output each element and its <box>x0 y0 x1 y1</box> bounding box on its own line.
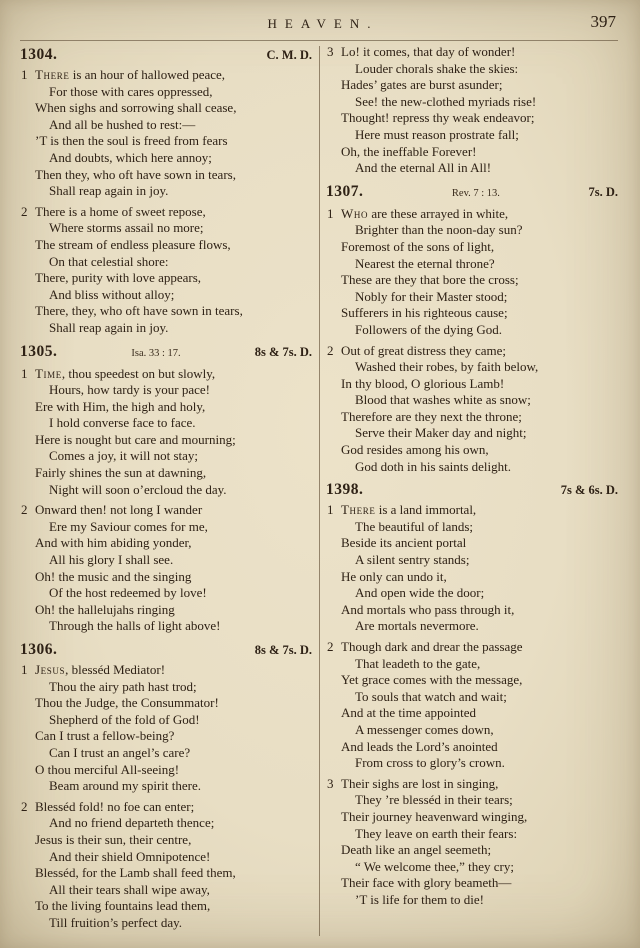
page-number: 397 <box>590 12 616 31</box>
hymn-line: A silent sentry stands; <box>355 552 470 568</box>
hymn-line: Oh! the hallelujahs ringing <box>35 601 175 617</box>
left-column <box>20 44 312 940</box>
hymn-line: 2 There is a home of sweet repose, <box>21 203 206 219</box>
hymn-number: 1398. <box>326 481 364 499</box>
hymn-line: Ere with Him, the high and holy, <box>35 398 206 414</box>
stanza-number: 1 <box>327 502 334 518</box>
stanza-number: 1 <box>21 67 28 82</box>
stanza <box>326 639 618 772</box>
hymn-line: All his glory I shall see. <box>49 552 174 568</box>
hymn-line: These are they that bore the cross; <box>341 272 519 288</box>
hymn-line: Then they, who oft have sown in tears, <box>35 166 236 182</box>
hymn-meter: C. M. D. <box>266 48 312 62</box>
hymn-line: Here must reason prostrate fall; <box>355 126 519 142</box>
hymn-line: He only can undo it, <box>341 568 447 584</box>
hymn-line: 2 Out of great distress they came; <box>327 342 506 358</box>
hymn-line: In thy blood, O glorious Lamb! <box>341 375 505 391</box>
hymn-line: Followers of the dying God. <box>355 321 502 337</box>
hymn-line: Brighter than the noon-day sun? <box>355 222 523 238</box>
hymn-line: Serve their Maker day and night; <box>355 425 527 441</box>
hymn-line: Fairly shines the sun at dawning, <box>35 465 207 481</box>
hymn-line: ’T is then the soul is freed from fears <box>35 133 228 149</box>
hymn-line: Blood that washes white as snow; <box>355 392 531 408</box>
hymn-line: Beam around my spirit there. <box>49 778 201 794</box>
hymn-line: Where storms assail no more; <box>49 220 204 236</box>
hymn-line: When sighs and sorrowing shall cease, <box>35 100 237 116</box>
hymn-line: Can I trust an angel’s care? <box>49 744 191 760</box>
hymn-line: A messenger comes down, <box>355 721 494 737</box>
hymn-line: Sufferers in his righteous cause; <box>341 305 508 321</box>
stanza-number: 1 <box>21 662 28 677</box>
hymn-line: For those with cares oppressed, <box>49 83 213 99</box>
hymn-line: Oh, the ineffable Forever! <box>341 143 477 159</box>
hymn-line: Shepherd of the fold of God! <box>49 711 200 727</box>
hymn-line: 1 Jesus, blesséd Mediator! <box>21 662 166 677</box>
hymn-scripture-ref: Rev. 7 : 13. <box>451 187 500 199</box>
stanza-number: 2 <box>21 203 28 219</box>
hymn-line: All their tears shall wipe away, <box>49 881 210 897</box>
hymn-line: Thou the Judge, the Consummator! <box>35 695 219 711</box>
hymn-line: To the living fountains lead them, <box>35 898 211 914</box>
hymn-line: Death like an angel seemeth; <box>341 842 492 858</box>
hymn-line: Thou the airy path hast trod; <box>49 678 197 694</box>
hymn-line: Nobly for their Master stood; <box>355 288 508 304</box>
hymn-line: Are mortals nevermore. <box>355 618 479 634</box>
stanza-number: 2 <box>327 342 334 358</box>
hymn-scripture-ref: Isa. 33 : 17. <box>131 347 181 359</box>
stanza <box>326 776 618 909</box>
hymn-line: 2 Onward then! not long I wander <box>21 502 203 518</box>
small-caps-lead: Who <box>341 205 369 221</box>
hymn-line: Beside its ancient portal <box>341 535 467 551</box>
hymn-line: And doubts, which here annoy; <box>49 149 212 165</box>
stanza-number: 2 <box>21 798 28 814</box>
hymn-line: From cross to glory’s crown. <box>355 755 505 771</box>
column-divider <box>319 46 320 936</box>
stanza <box>20 662 312 795</box>
hymn-line: And at the time appointed <box>341 705 477 721</box>
hymn-line: And all be hushed to rest:— <box>49 116 196 132</box>
hymn-line: 3 Their sighs are lost in singing, <box>327 775 499 791</box>
hymn-meter: 8s & 7s. D. <box>254 643 312 657</box>
stanza-number: 2 <box>21 502 28 518</box>
hymn-line: Till fruition’s perfect day. <box>49 914 182 930</box>
hymn-line: God resides among his own, <box>341 442 489 458</box>
stanza <box>20 204 312 337</box>
hymn-heading <box>20 343 312 363</box>
hymn-line: And mortals who pass through it, <box>341 601 515 617</box>
hymn-line: Here is nought but care and mourning; <box>35 431 236 447</box>
stanza <box>326 44 618 177</box>
hymn-line: God doth in his saints delight. <box>355 458 511 474</box>
hymn-line: 2 Blesséd fold! no foe can enter; <box>21 798 195 814</box>
hymn-line: They leave on earth their fears: <box>355 825 518 841</box>
hymn-line: Their journey heavenward winging, <box>341 808 528 824</box>
hymn-line: I hold converse face to face. <box>49 415 196 431</box>
hymn-number: 1306. <box>20 641 58 658</box>
hymn-meter: 7s. D. <box>588 184 618 199</box>
hymn-number: 1305. <box>20 342 58 360</box>
hymn-line: O thou merciful All-seeing! <box>35 761 180 777</box>
page-header <box>20 12 618 36</box>
hymn-line: Of the host redeemed by love! <box>49 585 207 601</box>
hymn-line: The beautiful of lands; <box>355 518 474 534</box>
hymn-line: ’T is life for them to die! <box>355 891 485 907</box>
hymn-heading <box>20 641 312 659</box>
hymn-line: And the eternal All in All! <box>355 160 492 176</box>
hymn-line: Shall reap again in joy. <box>49 319 169 335</box>
stanza <box>20 799 312 932</box>
hymn-line: Comes a joy, it will not stay; <box>49 448 199 464</box>
hymn-line: And leads the Lord’s anointed <box>341 738 498 754</box>
hymn-line: There, purity with love appears, <box>35 270 202 286</box>
hymn-line: Foremost of the sons of light, <box>341 238 495 254</box>
stanza <box>326 502 618 635</box>
running-title: HEAVEN. <box>267 16 379 31</box>
hymn-line: To souls that watch and wait; <box>355 688 507 704</box>
header-rule <box>20 40 618 41</box>
stanza <box>326 206 618 339</box>
hymn-line: Through the halls of light above! <box>49 618 221 634</box>
stanza <box>326 343 618 476</box>
hymn-line: And with him abiding yonder, <box>35 535 192 551</box>
hymn-line: And open wide the door; <box>355 585 485 601</box>
stanza <box>20 502 312 635</box>
hymn-line: Hades’ gates are burst asunder; <box>341 77 503 93</box>
hymn-line: On that celestial shore: <box>49 253 169 269</box>
hymn-line: Yet grace comes with the message, <box>341 672 523 688</box>
stanza-number: 1 <box>21 365 28 381</box>
right-column <box>326 44 618 940</box>
hymn-number: 1304. <box>20 46 58 63</box>
hymn-line: 1 There is a land immortal, <box>327 502 477 518</box>
hymn-line: Hours, how tardy is your pace! <box>49 382 211 398</box>
hymn-line: Nearest the eternal throne? <box>355 255 495 271</box>
hymn-line: And their shield Omnipotence! <box>49 848 211 864</box>
hymn-line: Shall reap again in joy. <box>49 183 169 199</box>
hymn-line: They ’re blesséd in their tears; <box>355 792 513 808</box>
small-caps-lead: Time <box>35 365 62 381</box>
hymn-line: That leadeth to the gate, <box>355 655 481 671</box>
hymn-line: 1 Time, thou speedest on but slowly, <box>21 365 216 381</box>
hymn-heading <box>326 183 618 203</box>
hymn-meter: 7s & 6s. D. <box>560 483 618 498</box>
hymn-line: Their face with glory beameth— <box>341 875 512 891</box>
hymn-line: Washed their robes, by faith below, <box>355 359 539 375</box>
hymn-line: Can I trust a fellow-being? <box>35 728 175 744</box>
hymn-line: See! the new-clothed myriads rise! <box>355 93 537 109</box>
hymn-number: 1307. <box>326 182 364 200</box>
small-caps-lead: Jesus <box>35 662 66 677</box>
stanza <box>20 67 312 200</box>
stanza-number: 3 <box>327 44 334 59</box>
hymn-line: Blesséd, for the Lamb shall feed them, <box>35 865 236 881</box>
stanza <box>20 366 312 499</box>
hymn-line: Night will soon o’ercloud the day. <box>49 481 227 497</box>
hymn-heading <box>20 46 312 64</box>
hymn-line: 2 Though dark and drear the passage <box>327 639 523 654</box>
hymn-line: 1 There is an hour of hallowed peace, <box>21 67 226 82</box>
hymn-line: The stream of endless pleasure flows, <box>35 236 231 252</box>
hymn-heading <box>326 481 618 499</box>
hymn-line: Therefore are they next the throne; <box>341 408 522 424</box>
hymn-line: There, they, who oft have sown in tears, <box>35 303 243 319</box>
hymn-line: Louder chorals shake the skies: <box>355 60 519 76</box>
hymn-meter: 8s & 7s. D. <box>254 344 312 359</box>
small-caps-lead: There <box>341 502 376 518</box>
text-columns <box>20 44 618 940</box>
hymn-line: 3 Lo! it comes, that day of wonder! <box>327 44 516 59</box>
hymn-line: Jesus is their sun, their centre, <box>35 831 192 847</box>
stanza-number: 3 <box>327 775 334 791</box>
stanza-number: 1 <box>327 205 334 221</box>
stanza-number: 2 <box>327 639 334 654</box>
hymn-line: And bliss without alloy; <box>49 286 175 302</box>
hymn-line: Thought! repress thy weak endeavor; <box>341 110 535 126</box>
hymn-line: “ We welcome thee,” they cry; <box>355 858 514 874</box>
hymn-line: And no friend departeth thence; <box>49 815 215 831</box>
small-caps-lead: There <box>35 67 70 82</box>
hymn-line: Oh! the music and the singing <box>35 568 192 584</box>
hymn-line: Ere my Saviour comes for me, <box>49 518 208 534</box>
hymn-line: 1 Who are these arrayed in white, <box>327 205 509 221</box>
